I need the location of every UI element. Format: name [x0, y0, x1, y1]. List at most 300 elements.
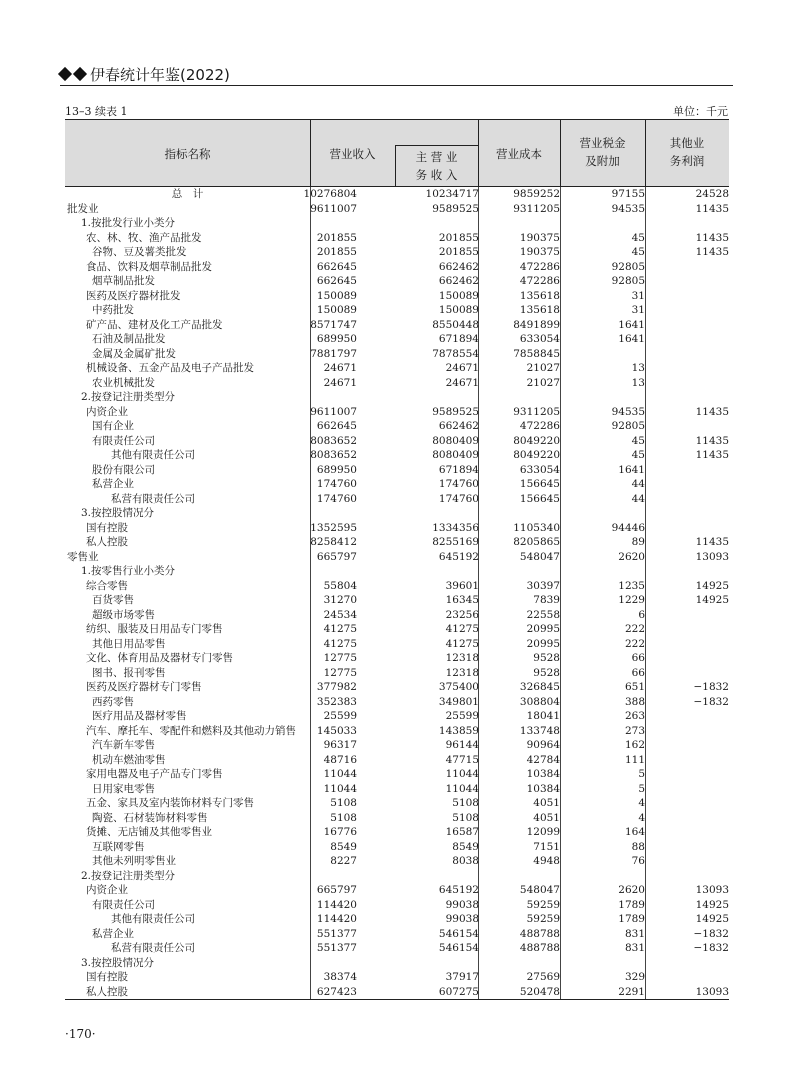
- row-label: 机动车燃油零售: [92, 753, 166, 766]
- cell-value: 9528: [533, 666, 560, 679]
- row-label: 综合零售: [86, 579, 128, 592]
- cell-value: 4: [638, 797, 645, 809]
- row-label: 文化、体育用品及器材专门零售: [86, 652, 233, 664]
- cell-value: 47715: [445, 753, 479, 766]
- cell-value: 8080409: [432, 449, 479, 461]
- cell-value: 21027: [526, 376, 560, 389]
- cell-value: 665797: [316, 884, 357, 896]
- cell-value: 10384: [526, 782, 560, 795]
- cell-value: −1832: [693, 681, 729, 693]
- row-label: 有限责任公司: [92, 898, 155, 911]
- col-cost-header: 营业成本: [496, 147, 542, 161]
- cell-value: 96317: [323, 739, 357, 751]
- row-label: 家用电器及电子产品专门零售: [86, 768, 223, 780]
- table-row: [65, 187, 729, 202]
- cell-value: 1789: [618, 898, 645, 911]
- table-row: [65, 347, 729, 362]
- cell-value: 25599: [323, 710, 357, 722]
- cell-value: 8258412: [310, 536, 357, 548]
- row-label: 私营有限责任公司: [111, 492, 195, 505]
- cell-value: 352383: [316, 695, 357, 708]
- col-name-header: 指标名称: [164, 147, 211, 161]
- cell-value: 671894: [438, 463, 479, 476]
- table-row: [65, 506, 729, 521]
- row-label: 货摊、无店铺及其他零售业: [86, 826, 212, 838]
- cell-value: 24671: [445, 376, 479, 389]
- table-row: [65, 376, 729, 391]
- row-label: 超级市场零售: [92, 608, 155, 621]
- row-label: 西药零售: [92, 695, 134, 708]
- cell-value: 111: [624, 753, 645, 766]
- cell-value: 201855: [438, 231, 479, 244]
- cell-value: 7839: [533, 594, 560, 606]
- row-label: 医药及医疗器材专门零售: [86, 681, 202, 693]
- cell-value: 20995: [526, 637, 560, 650]
- cell-value: 13093: [695, 985, 729, 998]
- cell-value: 44: [631, 478, 645, 490]
- cell-value: 11435: [695, 434, 729, 447]
- cell-value: 31: [631, 289, 645, 302]
- cell-value: 59259: [526, 913, 560, 925]
- cell-value: 114420: [316, 913, 357, 925]
- row-label: 汽车新车零售: [92, 739, 155, 751]
- row-label: 国有控股: [86, 971, 128, 983]
- cell-value: 607275: [438, 985, 479, 998]
- table-row: [65, 579, 729, 594]
- table-id: 13–3 续表 1: [65, 105, 128, 118]
- row-label: 金属及金属矿批发: [92, 347, 176, 360]
- cell-value: 88: [631, 840, 645, 853]
- cell-value: 201855: [316, 231, 357, 244]
- row-label: 纺织、服装及日用品专门零售: [86, 623, 223, 635]
- row-label: 1.按批发行业小类分: [81, 217, 176, 229]
- row-label: 日用家电零售: [92, 782, 155, 795]
- cell-value: 8049220: [513, 434, 560, 447]
- cell-value: 150089: [438, 289, 479, 302]
- table-row: [65, 492, 729, 507]
- table-row: [65, 318, 729, 333]
- table-row: [65, 709, 729, 724]
- table-row: [65, 593, 729, 608]
- cell-value: 11044: [445, 768, 479, 780]
- table-row: [65, 231, 729, 246]
- cell-value: 263: [624, 710, 645, 722]
- cell-value: 627423: [316, 985, 357, 998]
- table-row: [65, 956, 729, 971]
- cell-value: 472286: [519, 260, 560, 273]
- cell-value: 671894: [438, 333, 479, 345]
- cell-value: 41275: [445, 637, 479, 650]
- table-row: [65, 637, 729, 652]
- table-row: [65, 796, 729, 811]
- cell-value: 9311205: [513, 405, 560, 418]
- cell-value: 41275: [323, 637, 357, 650]
- table-row: [65, 941, 729, 956]
- row-label: 五金、家具及室内装饰材料专门零售: [86, 797, 254, 809]
- table-row: [65, 390, 729, 405]
- cell-value: 1641: [618, 463, 645, 476]
- cell-value: 831: [624, 942, 645, 954]
- cell-value: 37917: [445, 971, 479, 983]
- cell-value: 8227: [330, 855, 357, 867]
- cell-value: 8549: [330, 840, 357, 853]
- cell-value: 1641: [618, 333, 645, 345]
- cell-value: 8083652: [310, 449, 357, 461]
- row-label: 陶瓷、石材装饰材料零售: [92, 811, 208, 824]
- row-label: 图书、报刊零售: [92, 666, 166, 679]
- cell-value: 12318: [445, 666, 479, 679]
- table-row: [65, 274, 729, 289]
- row-label: 1.按零售行业小类分: [81, 565, 176, 577]
- cell-value: 689950: [316, 333, 357, 345]
- cell-value: 143859: [438, 724, 479, 737]
- row-label: 3.按控股情况分: [81, 956, 155, 969]
- row-label: 矿产品、建材及化工产品批发: [86, 318, 223, 331]
- cell-value: −1832: [693, 695, 729, 708]
- cell-value: 190375: [519, 246, 560, 258]
- cell-value: 14925: [695, 594, 729, 606]
- table-row: [65, 521, 729, 536]
- cell-value: 20995: [526, 623, 560, 635]
- cell-value: 548047: [519, 884, 560, 896]
- cell-value: 150089: [316, 289, 357, 302]
- table-row: [65, 608, 729, 623]
- cell-value: 8491899: [513, 318, 560, 331]
- table-row: [65, 564, 729, 579]
- cell-value: 135618: [519, 304, 560, 316]
- cell-value: 31270: [323, 594, 357, 606]
- table-row: [65, 463, 729, 478]
- cell-value: 1235: [618, 579, 645, 592]
- cell-value: 9589525: [432, 405, 479, 418]
- cell-value: 11435: [695, 202, 729, 215]
- cell-value: 5108: [452, 811, 479, 824]
- cell-value: 150089: [438, 304, 479, 316]
- cell-value: 38374: [323, 971, 357, 983]
- cell-value: 133748: [519, 724, 560, 737]
- cell-value: 8550448: [432, 318, 479, 331]
- cell-value: 9611007: [310, 405, 357, 418]
- cell-value: 48716: [323, 753, 357, 766]
- cell-value: −1832: [693, 942, 729, 954]
- cell-value: 12775: [323, 652, 357, 664]
- cell-value: 308804: [519, 695, 560, 708]
- cell-value: 4: [638, 811, 645, 824]
- table-row: [65, 811, 729, 826]
- row-label: 内资企业: [86, 405, 128, 418]
- cell-value: 10276804: [303, 188, 357, 200]
- cell-value: 24671: [323, 362, 357, 374]
- cell-value: 164: [624, 826, 645, 838]
- cell-value: 94535: [611, 202, 645, 215]
- header-rule: [60, 85, 733, 86]
- cell-value: 662645: [316, 420, 357, 432]
- unit-label: 单位：千元: [673, 105, 728, 118]
- cell-value: 55804: [323, 579, 357, 592]
- cell-value: 4051: [533, 811, 560, 824]
- cell-value: 388: [624, 695, 645, 708]
- cell-value: 5: [638, 782, 645, 795]
- cell-value: 831: [624, 927, 645, 940]
- table-row: [65, 854, 729, 869]
- cell-value: 31: [631, 304, 645, 316]
- table-row: [65, 753, 729, 768]
- cell-value: 174760: [316, 492, 357, 505]
- table-row: [65, 724, 729, 739]
- cell-value: 488788: [519, 942, 560, 954]
- cell-value: 13093: [695, 550, 729, 563]
- cell-value: 45: [631, 231, 645, 244]
- cell-value: 10384: [526, 768, 560, 780]
- row-label: 汽车、摩托车、零配件和燃料及其他动力销售: [86, 724, 296, 737]
- cell-value: 59259: [526, 898, 560, 911]
- cell-value: 41275: [323, 623, 357, 635]
- cell-value: 662645: [316, 260, 357, 273]
- cell-value: 662462: [438, 260, 479, 273]
- row-label: 3.按控股情况分: [81, 507, 155, 519]
- table-row: [65, 202, 729, 217]
- row-label: 谷物、豆及薯类批发: [92, 246, 187, 258]
- row-label: 医药及医疗器材批发: [86, 289, 181, 302]
- cell-value: 24528: [695, 188, 729, 200]
- table-row: [65, 883, 729, 898]
- table-row: [65, 245, 729, 260]
- table-row: [65, 680, 729, 695]
- table-row: [65, 477, 729, 492]
- cell-value: 5: [638, 768, 645, 780]
- cell-value: 472286: [519, 420, 560, 432]
- cell-value: 520478: [519, 985, 560, 998]
- book-title: 伊春统计年鉴(2022): [90, 66, 230, 84]
- cell-value: 645192: [438, 884, 479, 896]
- cell-value: 1229: [618, 594, 645, 606]
- table-row: [65, 289, 729, 304]
- table-row: [65, 898, 729, 913]
- cell-value: 16587: [445, 826, 479, 838]
- row-label: 私营企业: [92, 927, 134, 940]
- cell-value: 222: [624, 637, 645, 650]
- cell-value: 41275: [445, 623, 479, 635]
- cell-value: 201855: [438, 246, 479, 258]
- cell-value: 94446: [611, 521, 645, 534]
- row-label: 股份有限公司: [92, 463, 155, 476]
- table-header: [65, 119, 729, 187]
- cell-value: 11435: [695, 405, 729, 418]
- cell-value: 8255169: [432, 536, 479, 548]
- cell-value: 6: [638, 608, 645, 621]
- cell-value: 1789: [618, 913, 645, 925]
- cell-value: 16776: [323, 826, 357, 838]
- book-header: [60, 64, 230, 85]
- row-label: 其他日用品零售: [92, 637, 166, 650]
- cell-value: 5108: [330, 797, 357, 809]
- cell-value: 201855: [316, 246, 357, 258]
- cell-value: 145033: [316, 724, 357, 737]
- cell-value: 8571747: [310, 318, 357, 331]
- cell-value: 488788: [519, 927, 560, 940]
- row-label: 私营有限责任公司: [111, 942, 195, 954]
- table-row: [65, 622, 729, 637]
- cell-value: 135618: [519, 289, 560, 302]
- cell-value: −1832: [693, 927, 729, 940]
- table-row: [65, 361, 729, 376]
- cell-value: 551377: [316, 942, 357, 954]
- table-row: [65, 550, 729, 565]
- row-label: 农、林、牧、渔产品批发: [86, 231, 202, 244]
- cell-value: 8083652: [310, 434, 357, 447]
- cell-value: 689950: [316, 463, 357, 476]
- cell-value: 472286: [519, 275, 560, 287]
- table-body: [65, 187, 729, 999]
- row-label: 中药批发: [92, 304, 134, 316]
- cell-value: 94535: [611, 405, 645, 418]
- cell-value: 9528: [533, 652, 560, 664]
- cell-value: 156645: [519, 478, 560, 490]
- row-label: 医疗用品及器材零售: [92, 710, 187, 722]
- row-label: 2.按登记注册类型分: [81, 869, 176, 882]
- row-label: 其他有限责任公司: [111, 449, 195, 461]
- table-row: [65, 535, 729, 550]
- row-label: 机械设备、五金产品及电子产品批发: [86, 362, 254, 374]
- row-label: 石油及制品批发: [92, 333, 166, 345]
- cell-value: 150089: [316, 304, 357, 316]
- table-row: [65, 840, 729, 855]
- cell-value: 377982: [316, 681, 357, 693]
- cell-value: 9589525: [432, 202, 479, 215]
- cell-value: 11044: [445, 782, 479, 795]
- row-label: 烟草制品批发: [92, 275, 155, 287]
- cell-value: 39601: [445, 579, 479, 592]
- cell-value: 375400: [438, 681, 479, 693]
- cell-value: 12099: [526, 826, 560, 838]
- cell-value: 7878554: [432, 347, 479, 360]
- table-row: [65, 405, 729, 420]
- cell-value: 13: [631, 376, 645, 389]
- cell-value: 90964: [526, 739, 560, 751]
- cell-value: 5108: [330, 811, 357, 824]
- cell-value: 551377: [316, 927, 357, 940]
- table-row: [65, 666, 729, 681]
- cell-value: 96144: [445, 739, 479, 751]
- cell-value: 8049220: [513, 449, 560, 461]
- row-label: 2.按登记注册类型分: [81, 391, 176, 403]
- cell-value: 1352595: [310, 521, 357, 534]
- cell-value: 651: [624, 681, 645, 693]
- cell-value: 8205865: [513, 536, 560, 548]
- table-row: [65, 434, 729, 449]
- cell-value: 27569: [526, 971, 560, 983]
- cell-value: 162: [624, 739, 645, 751]
- cell-value: 11435: [695, 231, 729, 244]
- cell-value: 273: [624, 724, 645, 737]
- cell-value: 8549: [452, 840, 479, 853]
- table-row: [65, 782, 729, 797]
- cell-value: 1334356: [432, 521, 479, 534]
- cell-value: 92805: [611, 260, 645, 273]
- cell-value: 11044: [323, 782, 357, 795]
- cell-value: 24534: [323, 608, 357, 621]
- table-bottom-rule: [65, 999, 729, 1000]
- row-label: 内资企业: [86, 884, 128, 896]
- data-table: [65, 119, 729, 1000]
- cell-value: 4948: [533, 855, 560, 867]
- row-label: 互联网零售: [92, 840, 145, 853]
- table-row: [65, 985, 729, 1000]
- row-label: 国有企业: [92, 420, 134, 432]
- cell-value: 99038: [445, 898, 479, 911]
- row-label: 批发业: [67, 202, 99, 215]
- cell-value: 24671: [323, 376, 357, 389]
- cell-value: 14925: [695, 579, 729, 592]
- cell-value: 14925: [695, 913, 729, 925]
- row-label: 总 计: [171, 188, 204, 200]
- cell-value: 546154: [438, 927, 479, 940]
- row-label: 有限责任公司: [92, 434, 155, 447]
- cell-value: 7151: [533, 840, 560, 853]
- row-label: 国有控股: [86, 521, 128, 534]
- col-main-revenue-header: 主 营 业 务 收 入: [415, 150, 458, 182]
- cell-value: 11435: [695, 246, 729, 258]
- cell-value: 8080409: [432, 434, 479, 447]
- cell-value: 18041: [526, 710, 560, 722]
- cell-value: 42784: [526, 753, 560, 766]
- cell-value: 1105340: [513, 521, 560, 534]
- cell-value: 14925: [695, 898, 729, 911]
- cell-value: 633054: [519, 333, 560, 345]
- cell-value: 30397: [526, 579, 560, 592]
- cell-value: 548047: [519, 550, 560, 563]
- cell-value: 8038: [452, 855, 479, 867]
- row-label: 私营企业: [92, 478, 134, 490]
- cell-value: 665797: [316, 550, 357, 563]
- cell-value: 13: [631, 362, 645, 374]
- row-label: 私人控股: [86, 536, 128, 548]
- cell-value: 12318: [445, 652, 479, 664]
- table-row: [65, 448, 729, 463]
- table-row: [65, 869, 729, 884]
- cell-value: 23256: [445, 608, 479, 621]
- row-label: 私人控股: [86, 985, 128, 998]
- cell-value: 174760: [438, 478, 479, 490]
- cell-value: 662462: [438, 420, 479, 432]
- cell-value: 2620: [618, 884, 645, 896]
- col-tax-header: 营业税金 及附加: [579, 136, 626, 168]
- row-label: 零售业: [67, 550, 99, 563]
- cell-value: 97155: [611, 188, 645, 200]
- cell-value: 546154: [438, 942, 479, 954]
- col-other-header: 其他业 务利润: [669, 136, 705, 168]
- cell-value: 45: [631, 449, 645, 461]
- cell-value: 174760: [316, 478, 357, 490]
- diamond-icon: [58, 67, 72, 81]
- table-row: [65, 767, 729, 782]
- cell-value: 76: [631, 855, 645, 867]
- table-row: [65, 738, 729, 753]
- row-label: 其他未列明零售业: [92, 855, 176, 867]
- cell-value: 11044: [323, 768, 357, 780]
- table-row: [65, 912, 729, 927]
- cell-value: 11435: [695, 449, 729, 461]
- cell-value: 662462: [438, 275, 479, 287]
- cell-value: 633054: [519, 463, 560, 476]
- cell-value: 2620: [618, 550, 645, 563]
- cell-value: 9859252: [513, 188, 560, 200]
- cell-value: 10234717: [425, 188, 479, 200]
- cell-value: 66: [631, 666, 645, 679]
- cell-value: 66: [631, 652, 645, 664]
- table-row: [65, 927, 729, 942]
- cell-value: 89: [631, 536, 645, 548]
